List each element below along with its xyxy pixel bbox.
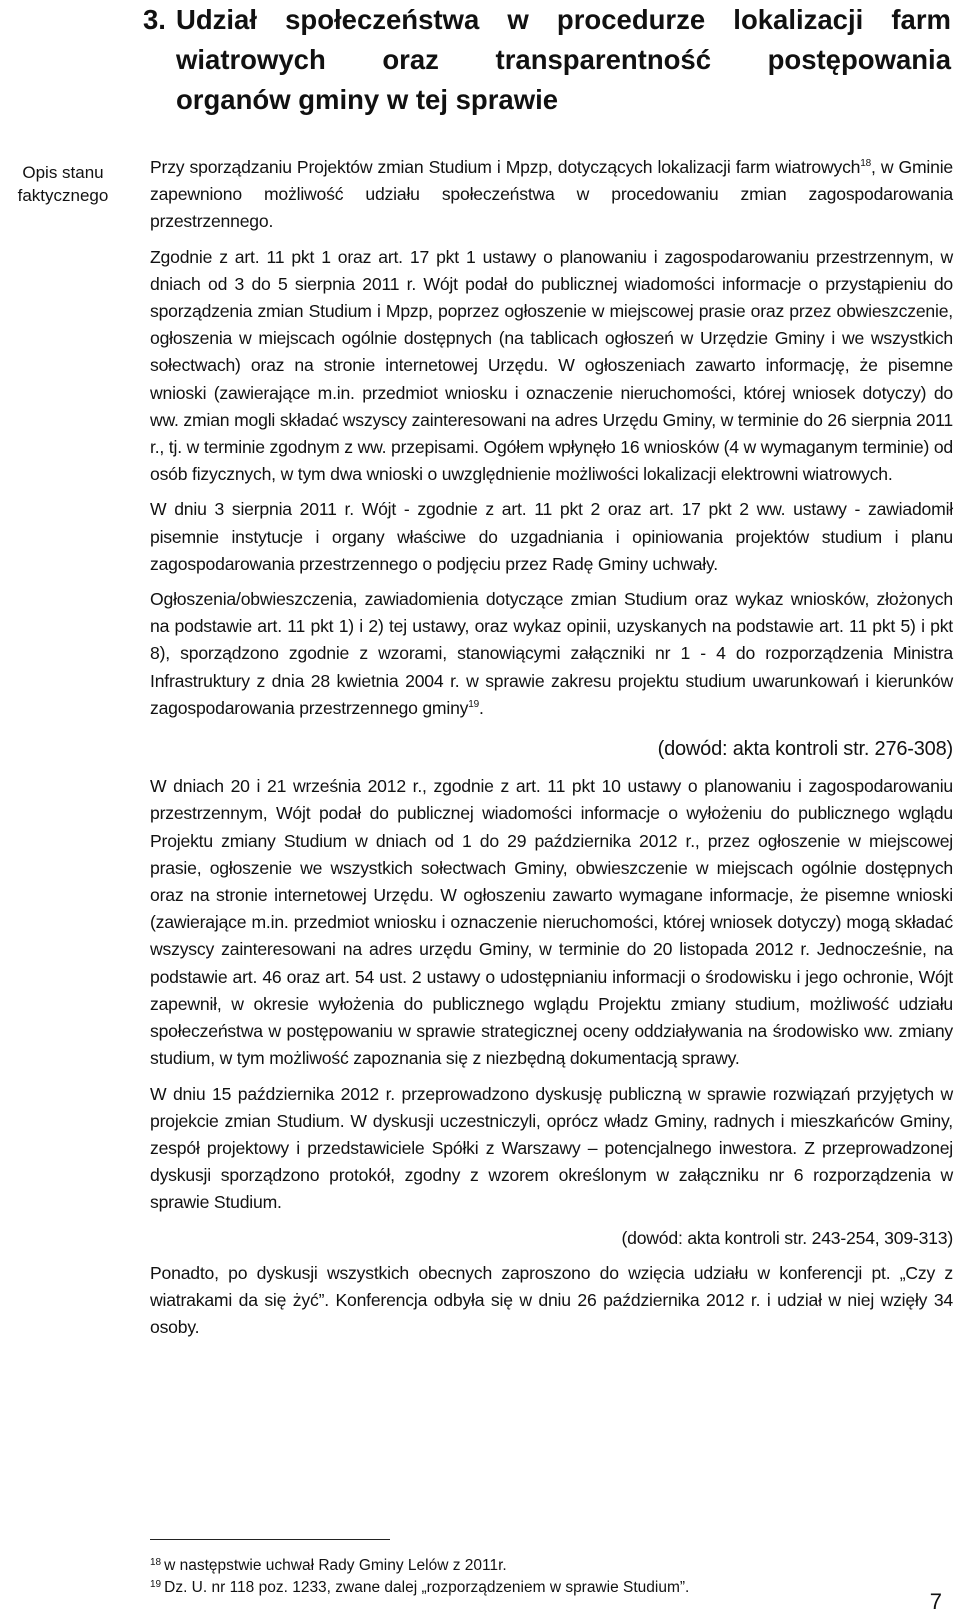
footnote-text: Dz. U. nr 118 poz. 1233, zwane dalej „rozporządzeniem w sprawie Studium”. <box>164 1579 690 1596</box>
paragraph-1-text-a: Przy sporządzaniu Projektów zmian Studium i Mpzp, dotyczących lokalizacji farm wiatrowych <box>150 157 861 177</box>
paragraph-5: W dniach 20 i 21 września 2012 r., zgodnie z art. 11 pkt 10 ustawy o planowaniu i zagospodarowaniu przestrzennym, Wójt podał do publicznej wiadomości informacje o wyłożeniu do publicznego wglądu Projektu zmiany Studium w dniach od 1 do 29 października 2012 r., przez ogłoszenie w miejscowej prasie, ogłoszenie we wszystkich sołectwach Gminy, obwieszczenie w miejscach ogólnie dostępnych oraz na stronie internetowej Urzędu. W ogłoszeniu zawarto wymagane informacje, że pisemne wnioski (zawierające m.in. przedmiot wniosku i oznaczenie nieruchomości, której wniosek dotyczy) mogą składać wszyscy zainteresowani na adres urzędu Gminy, w terminie do 20 listopada 2012 r. Jednocześnie, na podstawie art. 46 oraz art. 54 ust. 2 ustawy o udostępnianiu informacji o środowisku i jego ochronie, Wójt zapewnił, w okresie wyłożenia do publicznego wglądu Projektu zmiany studium, możliwość udziału społeczeństwa w postępowaniu w sprawie strategicznej oceny oddziaływania na środowisko ww. zmiany studium, w tym możliwość zapoznania się z niezbędną dokumentacją sprawy. <box>150 776 953 1069</box>
paragraph-4-text-b: . <box>479 697 484 718</box>
section-number: 3. <box>143 4 166 35</box>
section-heading <box>143 0 951 120</box>
footnote-ref-18: 18 <box>860 158 871 169</box>
section-title-line-2: wiatrowych oraz transparentność postępowania <box>176 44 951 75</box>
paragraph-1-text-b: , w Gminie zapewniono możliwość udziału społeczeństwa w procedowaniu zmian zagospodarowania przestrzennego. <box>150 157 953 232</box>
paragraph-4-text-a: Ogłoszenia/obwieszczenia, zawiadomienia dotyczące zmian Studium oraz wykaz wniosków, złożonych na podstawie art. 11 pkt 1) i 2) tej ustawy, oraz wykaz opinii, uzyskanych na podstawie art. 11 pkt 5) i pkt 8), sporządzono zgodnie z wzorami, stanowiącymi załączniki nr 1 - 4 do rozporządzenia Ministra Infrastruktury z dnia 28 kwietnia 2004 r. w sprawie zakresu projektu studium uwarunkowań i kierunków zagospodarowania przestrzennego gminy <box>150 589 953 718</box>
footnotes <box>150 1555 930 1599</box>
paragraph-7: Ponadto, po dyskusji wszystkich obecnych zaproszono do wzięcia udziału w konferencji pt. „Czy z wiatrakami da się żyć”. Konferencja odbyła się w dniu 26 października 2012 r. i udział w niej wzięły 34 osoby. <box>150 1262 953 1338</box>
paragraph-2: Zgodnie z art. 11 pkt 1 oraz art. 17 pkt 1 ustawy o planowaniu i zagospodarowaniu przestrzennym, w dniach od 3 do 5 sierpnia 2011 r. Wójt podał do publicznej wiadomości informacje o przystąpieniu do sporządzenia zmian Studium i Mpzp, poprzez ogłoszenie w miejscowej prasie oraz przez obwieszczenie, ogłoszenia w miejscach ogólnie dostępnych (na tablicach ogłoszeń w Urzędzie Gminy i we wszystkich sołectwach) oraz na stronie internetowej Urzędu. W ogłoszeniach zawarto informację, że pisemne wnioski (zawierające m.in. przedmiot wniosku i oznaczenie nieruchomości, której wniosek dotyczy) do ww. zmian mogli składać wszyscy zainteresowani na adres Urzędu Gminy, w terminie do 26 sierpnia 2011 r., tj. w terminie zgodnym z ww. przepisami. Ogółem wpłynęło 16 wniosków (4 w wymaganym terminie) od osób fizycznych, w tym dwa wnioski o uwzględnienie możliwości lokalizacji elektrowni wiatrowych. <box>150 246 953 485</box>
margin-label-line-1: Opis stanu <box>22 163 104 182</box>
footnote-mark: 19 <box>150 1579 162 1590</box>
evidence-note-1: (dowód: akta kontroli str. 276-308) <box>657 738 953 761</box>
footnote-18 <box>150 1555 930 1577</box>
paragraph-3: W dniu 3 sierpnia 2011 r. Wójt - zgodnie z art. 11 pkt 2 oraz art. 17 pkt 2 ww. ustawy - zawiadomił pisemnie instytucje i organy właściwe do uzgadniania i opiniowania projektów studium i planu zagospodarowania przestrzennego o podjęciu przez Radę Gminy uchwały. <box>150 499 953 574</box>
section-title-line-1: Udział społeczeństwa w procedurze lokalizacji farm <box>176 4 951 35</box>
footnote-separator <box>150 1539 390 1540</box>
margin-label-line-2: faktycznego <box>17 186 109 205</box>
footnote-mark: 18 <box>150 1557 162 1568</box>
document-body <box>150 154 953 1341</box>
paragraph-1 <box>150 154 953 236</box>
footnote-ref-19: 19 <box>468 698 480 710</box>
paragraph-6: W dniu 15 października 2012 r. przeprowadzono dyskusję publiczną w sprawie rozwiązań przyjętych w projekcie zmian Studium. W dyskusji uczestniczyli, oprócz władz Gminy, radnych i mieszkańców Gminy, zespół projektowy i przedstawiciele Spółki z Warszawy – potencjalnego inwestora. Z przeprowadzonej dyskusji sporządzono protokół, zgodny z wzorem określonym w załączniku nr 6 rozporządzenia w sprawie Studium. <box>150 1083 953 1213</box>
evidence-note-2: (dowód: akta kontroli str. 243-254, 309-313) <box>621 1227 953 1248</box>
footnote-text: w następstwie uchwał Rady Gminy Lelów z 2011r. <box>164 1557 507 1574</box>
section-title-line-3: organów gminy w tej sprawie <box>176 84 559 115</box>
paragraph-4 <box>150 586 953 722</box>
footnote-19 <box>150 1577 930 1599</box>
margin-label <box>0 161 126 207</box>
page-number: 7 <box>929 1589 942 1614</box>
